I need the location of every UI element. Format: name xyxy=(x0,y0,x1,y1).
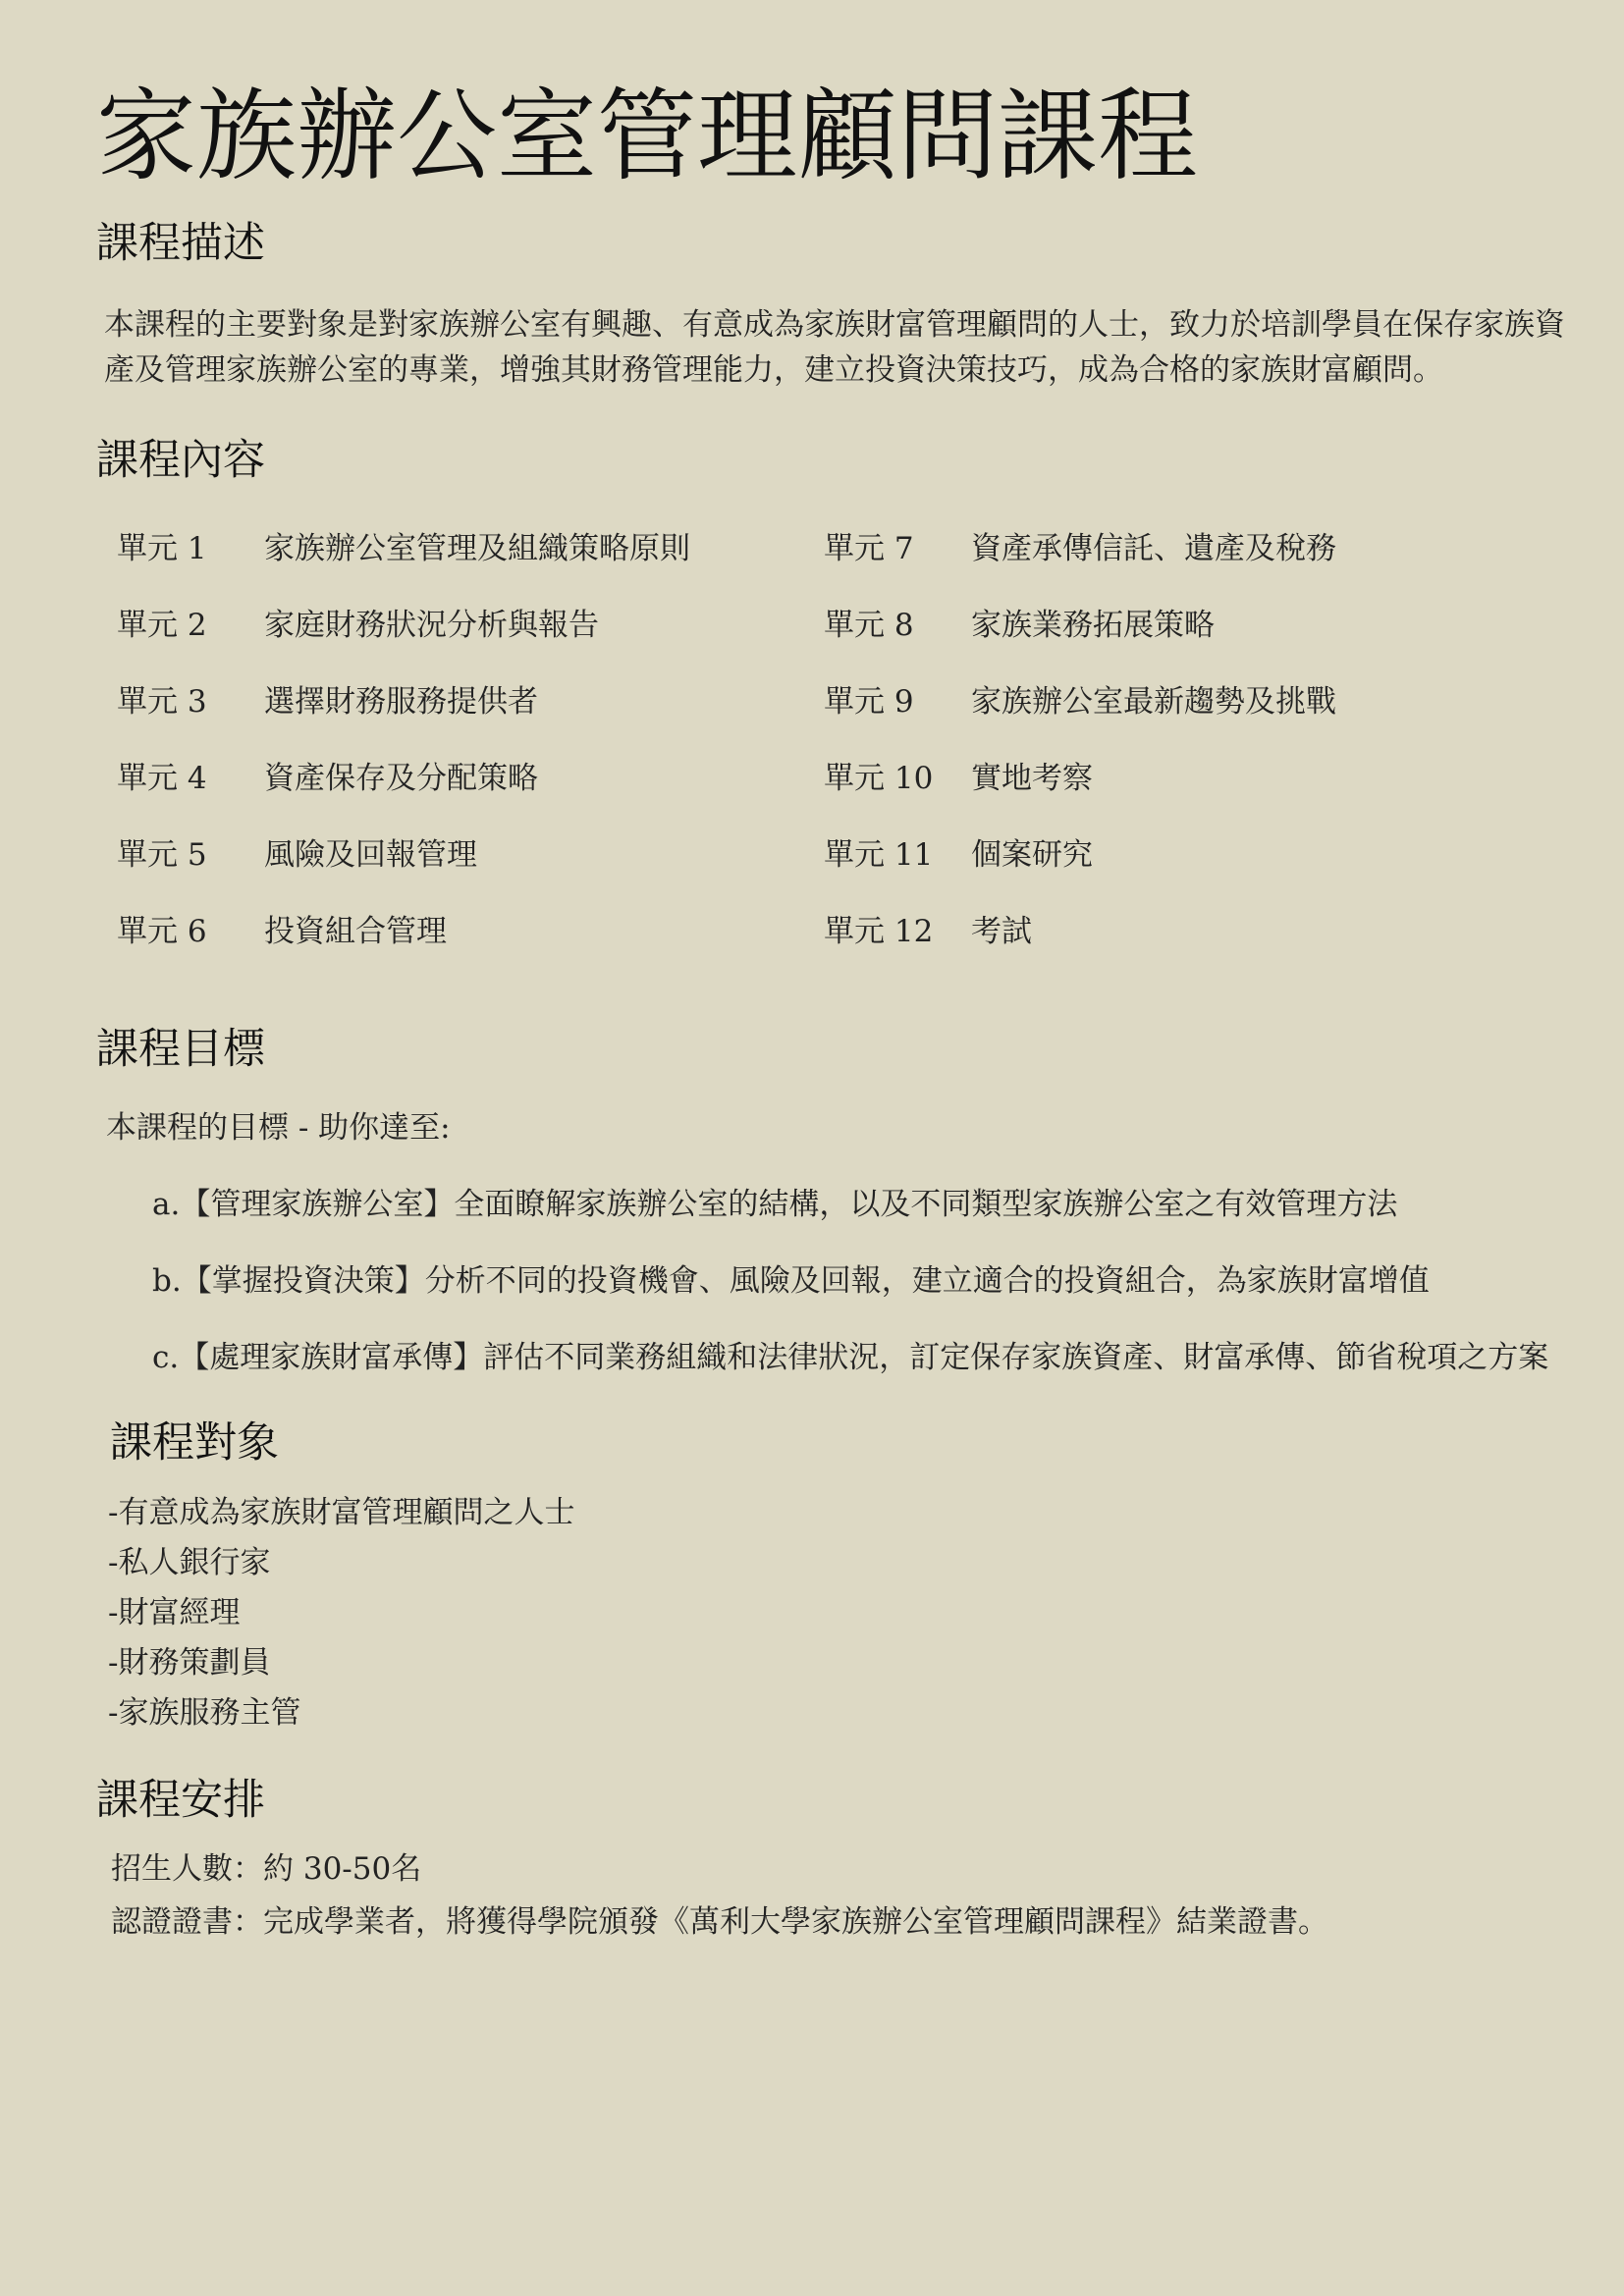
unit-title: 實地考察 xyxy=(971,761,1093,796)
unit-title: 資產保存及分配策略 xyxy=(264,761,538,796)
unit-title: 投資組合管理 xyxy=(264,914,447,949)
unit-title: 風險及回報管理 xyxy=(264,837,477,873)
unit-label: 單元 5 xyxy=(117,837,207,873)
unit-title: 個案研究 xyxy=(971,837,1093,873)
unit-label: 單元 11 xyxy=(824,837,934,873)
unit-label: 單元 4 xyxy=(117,761,207,796)
unit-title: 家族辦公室管理及組織策略原則 xyxy=(264,531,690,566)
objective-item: c.【處理家族財富承傳】評估不同業務組織和法律狀況，訂定保存家族資產、財富承傳、節省稅項之方案 xyxy=(152,1340,1549,1375)
audience-item: -私人銀行家 xyxy=(108,1545,271,1580)
unit-title: 家庭財務狀況分析與報告 xyxy=(264,608,599,643)
unit-label: 單元 1 xyxy=(117,531,207,566)
content-heading: 課程內容 xyxy=(96,436,265,485)
unit-title: 家族辦公室最新趨勢及挑戰 xyxy=(971,684,1336,720)
arrangement-heading: 課程安排 xyxy=(96,1776,265,1825)
audience-item: -財富經理 xyxy=(108,1595,241,1630)
description-text: 本課程的主要對象是對家族辦公室有興趣、有意成為家族財富管理顧問的人士，致力於培訓學員在保存家族資產及管理家族辦公室的專業，增強其財務管理能力，建立投資決策技巧，成為合格的家族財富顧問。 xyxy=(104,307,1565,388)
enrollment-text: 招生人數：約 30-50名 xyxy=(111,1851,422,1887)
unit-label: 單元 9 xyxy=(824,684,914,720)
unit-label: 單元 7 xyxy=(824,531,914,566)
audience-item: -財務策劃員 xyxy=(108,1645,271,1681)
objective-item: b.【掌握投資決策】分析不同的投資機會、風險及回報，建立適合的投資組合，為家族財富增值 xyxy=(152,1263,1430,1299)
unit-label: 單元 8 xyxy=(824,608,914,643)
unit-label: 單元 12 xyxy=(824,914,934,949)
unit-label: 單元 6 xyxy=(117,914,207,949)
audience-item: -有意成為家族財富管理顧問之人士 xyxy=(108,1495,575,1530)
objective-item: a.【管理家族辦公室】全面瞭解家族辦公室的結構，以及不同類型家族辦公室之有效管理方法 xyxy=(152,1187,1398,1222)
unit-label: 單元 3 xyxy=(117,684,207,720)
objectives-intro: 本課程的目標 - 助你達至: xyxy=(106,1110,451,1146)
audience-item: -家族服務主管 xyxy=(108,1695,301,1731)
unit-title: 考試 xyxy=(971,914,1032,949)
unit-title: 資產承傳信託、遺產及稅務 xyxy=(971,531,1336,566)
certificate-text: 認證證書：完成學業者，將獲得學院頒發《萬利大學家族辦公室管理顧問課程》結業證書。 xyxy=(111,1904,1328,1940)
unit-title: 家族業務拓展策略 xyxy=(971,608,1215,643)
unit-label: 單元 10 xyxy=(824,761,934,796)
objectives-heading: 課程目標 xyxy=(96,1025,265,1074)
audience-heading: 課程對象 xyxy=(110,1418,279,1468)
unit-title: 選擇財務服務提供者 xyxy=(264,684,538,720)
description-heading: 課程描述 xyxy=(96,219,265,268)
page-title: 家族辦公室管理顧問課程 xyxy=(96,79,1198,195)
unit-label: 單元 2 xyxy=(117,608,207,643)
